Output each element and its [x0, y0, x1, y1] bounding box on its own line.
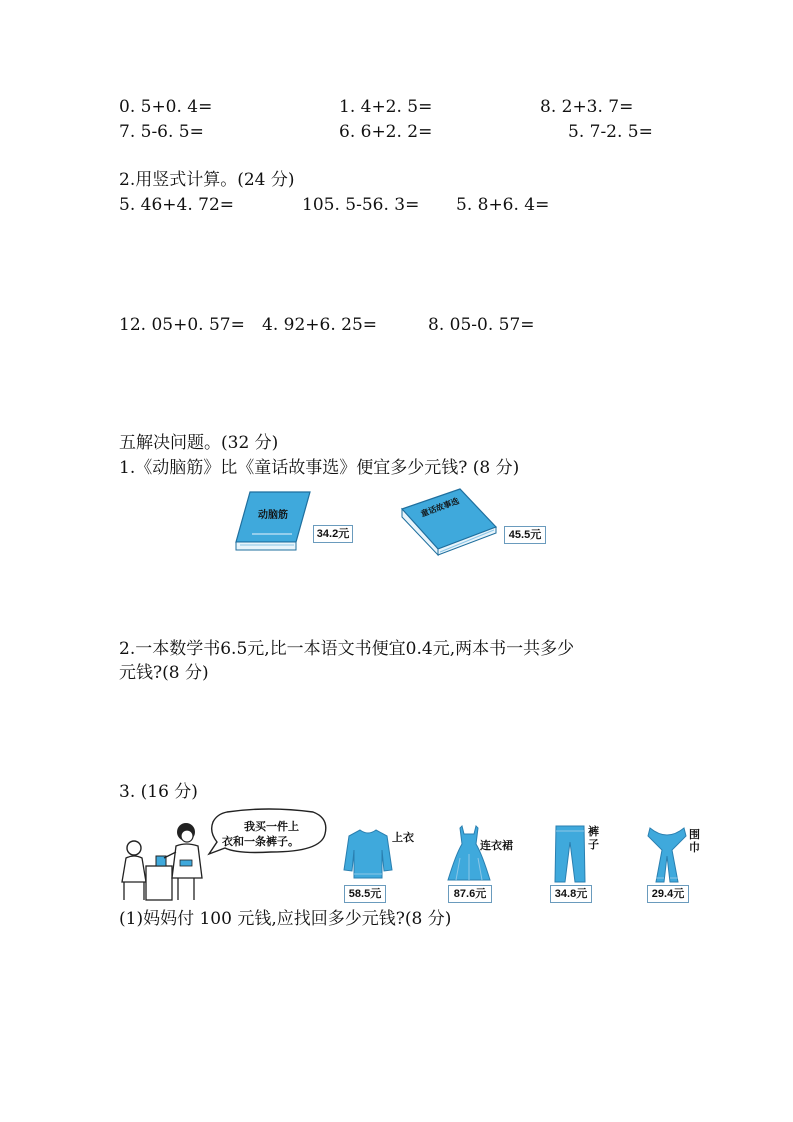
oral-problem: 0. 5+0. 4=: [119, 97, 213, 117]
item-2-name: 连衣裙: [480, 840, 513, 852]
vertical-problem: 105. 5-56. 3=: [302, 195, 420, 215]
vertical-problem: 5. 46+4. 72=: [119, 195, 234, 215]
speech-line-2: 衣和一条裤子。: [222, 836, 299, 848]
scarf-illustration: [646, 826, 688, 884]
book-2-title: 童话故事选: [419, 496, 461, 519]
book-1-title: 动脑筋: [258, 510, 288, 521]
item-3-price-tag: 34.8元: [550, 885, 592, 903]
oral-problem: 7. 5-6. 5=: [119, 122, 204, 142]
oral-problem: 5. 7-2. 5=: [568, 122, 653, 142]
question-3-sub-1: (1)妈妈付 100 元钱,应找回多少元钱?(8 分): [119, 909, 452, 929]
book-1-price-tag: 34.2元: [313, 525, 353, 543]
vertical-problem: 4. 92+6. 25=: [262, 315, 377, 335]
vertical-problem: 5. 8+6. 4=: [456, 195, 550, 215]
shop-scene-illustration: [116, 812, 212, 904]
dress-illustration: [446, 824, 492, 884]
speech-line-1: 我买一件上: [244, 821, 299, 833]
pants-illustration: [553, 824, 587, 884]
item-4-name: 围巾: [689, 829, 700, 854]
book-2-price-tag: 45.5元: [504, 526, 546, 544]
vertical-problem: 8. 05-0. 57=: [428, 315, 535, 335]
question-2-line-1: 2.一本数学书6.5元,比一本语文书便宜0.4元,两本书一共多少: [119, 639, 575, 659]
section-heading: 五解决问题。(32 分): [119, 433, 279, 453]
jacket-illustration: [343, 826, 393, 882]
item-3-name: 裤子: [588, 826, 599, 851]
item-4-price-tag: 29.4元: [647, 885, 689, 903]
question-1: 1.《动脑筋》比《童话故事选》便宜多少元钱? (8 分): [119, 458, 520, 478]
question-2-line-2: 元钱?(8 分): [119, 663, 209, 683]
oral-problem: 6. 6+2. 2=: [339, 122, 433, 142]
vertical-problem: 12. 05+0. 57=: [119, 315, 245, 335]
item-2-price-tag: 87.6元: [448, 885, 492, 903]
item-1-name: 上衣: [392, 832, 414, 844]
oral-problem: 1. 4+2. 5=: [339, 97, 433, 117]
oral-problem: 8. 2+3. 7=: [540, 97, 634, 117]
section-heading: 2.用竖式计算。(24 分): [119, 170, 295, 190]
question-3-heading: 3. (16 分): [119, 782, 198, 802]
item-1-price-tag: 58.5元: [344, 885, 386, 903]
